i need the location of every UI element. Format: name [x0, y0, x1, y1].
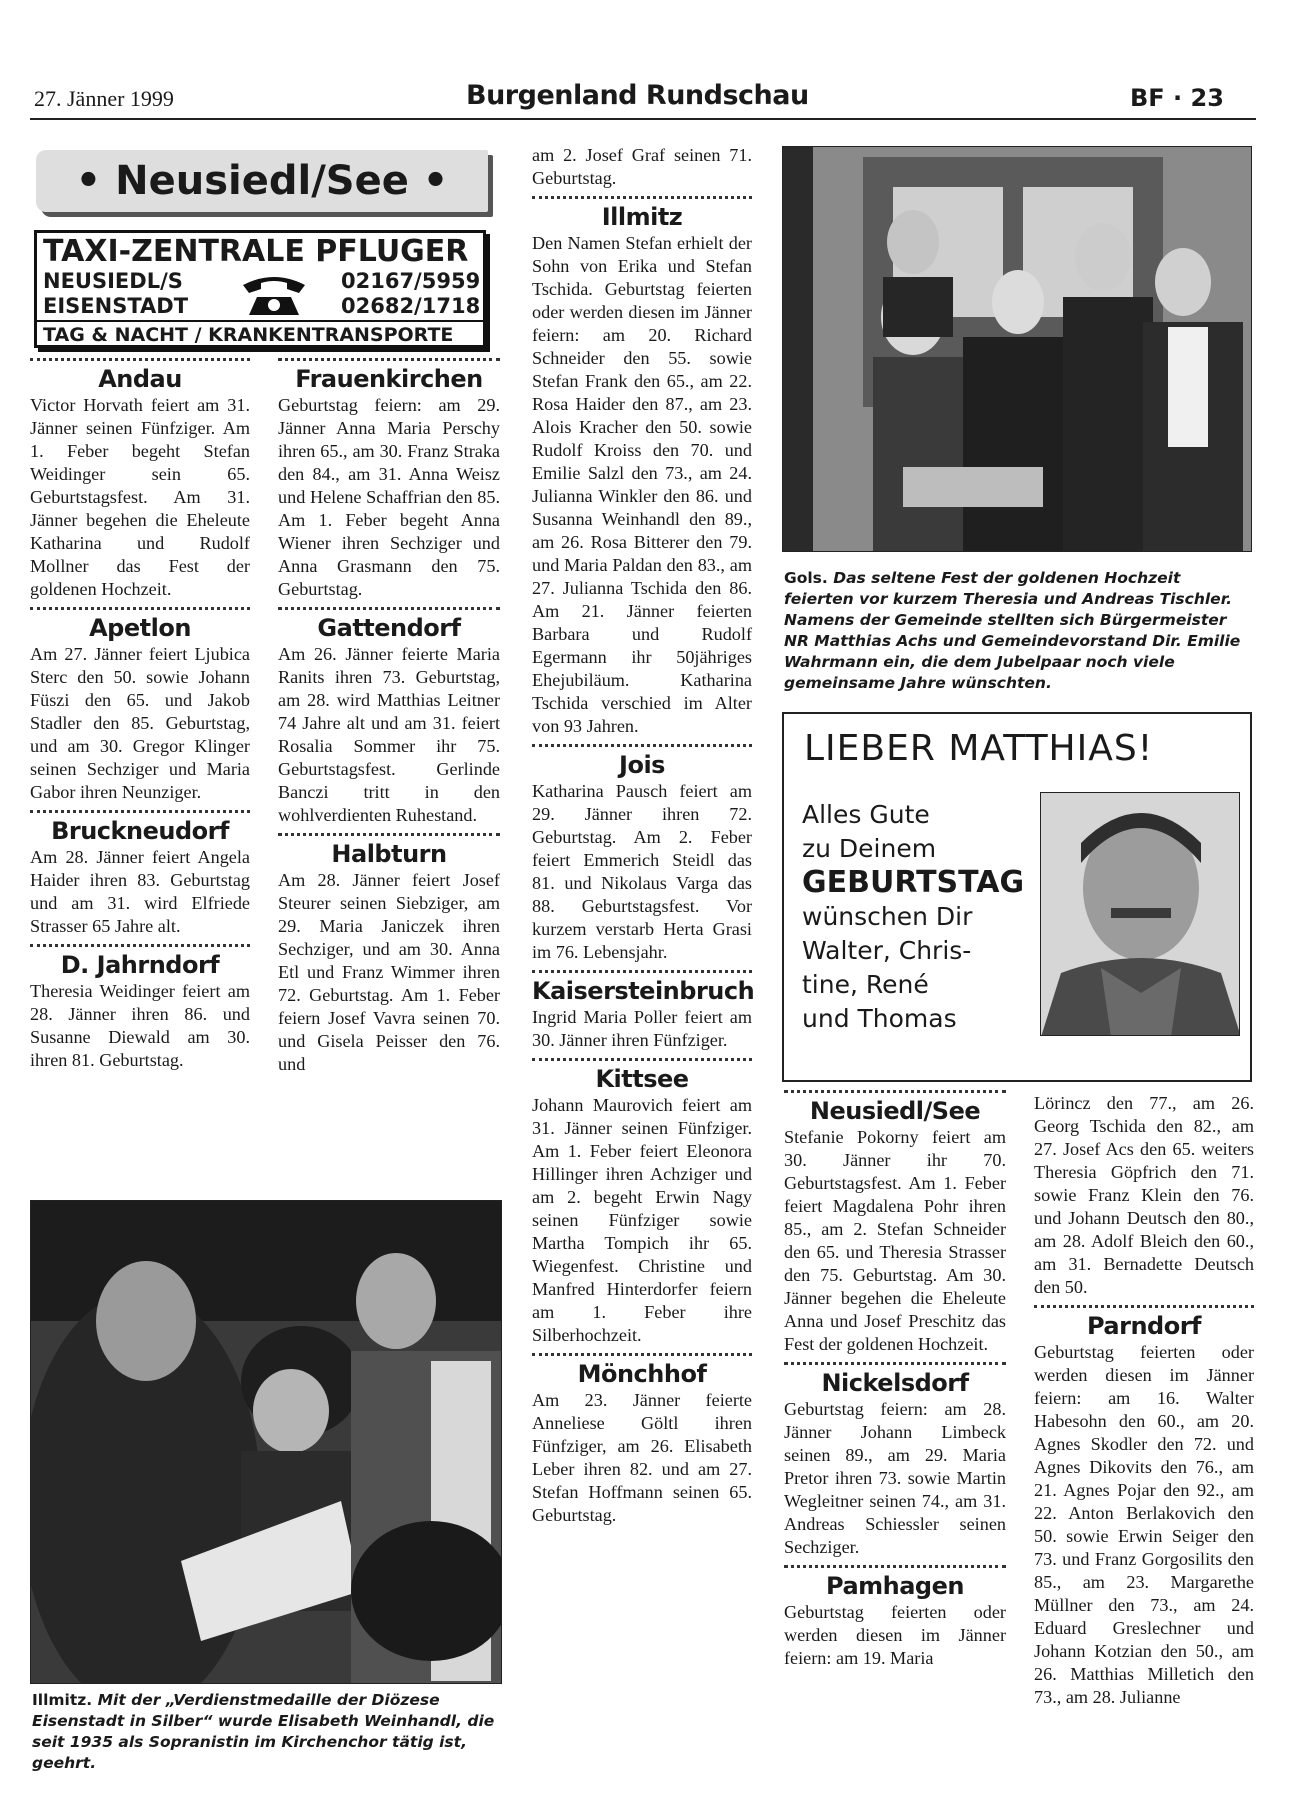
caption-place-gols: Gols. [784, 569, 828, 587]
birthday-greeting-box [782, 712, 1252, 1082]
divider [30, 358, 250, 362]
section-title-nickelsdorf: Nickelsdorf [821, 1369, 969, 1397]
newspaper-title: Burgenland Rundschau [466, 80, 809, 111]
divider [278, 607, 500, 611]
section-title-halbturn: Halbturn [331, 840, 447, 868]
column-3-intro: am 2. Josef Graf seinen 71. Geburtstag. [532, 145, 752, 188]
section-title-illmitz: Illmitz [601, 203, 683, 231]
section-text-d-jahrndorf: Theresia Weidinger feiert am 28. Jänner ihren 86. und Susanne Diewald am 30. ihren 81. Geburtstag. [30, 981, 250, 1070]
telephone-icon [239, 271, 309, 317]
page-number: BF · 23 [1130, 84, 1224, 112]
divider [532, 1353, 752, 1357]
taxi-company-name: TAXI-ZENTRALE PFLUGER [43, 234, 469, 269]
divider [784, 1362, 1006, 1366]
birthday-line-6: tine, René [802, 970, 929, 999]
section-text-andau: Victor Horvath feiert am 31. Jänner seinen Fünfziger. Am 1. Feber begeht Stefan Weidinger sein 65. Geburtstagsfest. Am 31. Jänner begehen die Eheleute Katharina und Rudolf Mollner das Fest der goldenen Hochzeit. [30, 395, 250, 599]
divider [30, 607, 250, 611]
divider [532, 196, 752, 200]
caption-place-illmitz: Illmitz. [32, 1691, 93, 1709]
column-5-intro: Lörincz den 77., am 26. Georg Tschida den 82., am 27. Josef Acs den 65. weiters Theresia Göpfrich den 71. sowie Franz Klein den 76. und Johann Deutsch den 80., am 28. Adolf Bleich den 60., am 31. Bernadette Deutsch den 50. [1034, 1093, 1254, 1297]
region-banner-title: • Neusiedl/See • [75, 158, 449, 204]
column-5 [1034, 1092, 1254, 1709]
section-text-parndorf: Geburtstag feierten oder werden diesen im Jänner feiern: am 16. Walter Habesohn den 60., am 20. Agnes Skodler den 72. und Agnes Dikovits den 76., am 21. Agnes Pojar den 92., am 22. Anton Berlakovich den 50. sowie Erwin Seiger den 73. und Franz Gorgosilits den 85., am 23. Margarethe Müllner den 73., am 24. Eduard Greslechner und Johann Kotzian den 50., am 26. Matthias Milletich den 73., am 28. Julianne [1034, 1342, 1254, 1707]
caption-text-gols: Das seltene Fest der goldenen Hochzeit feierten vor kurzem Theresia und Andreas Tischler. Namens der Gemeinde stellten sich Bürgermeister NR Matthias Achs und Gemeindevorstand Dir. Emilie Wahrmann ein, die dem Jubelpaar noch viele gemeinsame Jahre wünschten. [784, 569, 1241, 692]
section-text-neusiedl: Stefanie Pokorny feiert am 30. Jänner ihr 70. Geburtstagsfest. Am 1. Feber feiert Magdalena Pohr ihren 85., am 2. Stefan Schneider den 65. und Theresia Strasser den 75. Geburtstag. Am 30. Jänner begehen die Eheleute Anna und Josef Preschitz das Fest der goldenen Hochzeit. [784, 1127, 1006, 1354]
section-title-moenchhof: Mönchhof [577, 1360, 707, 1388]
section-title-apetlon: Apetlon [89, 614, 191, 642]
birthday-line-5: Walter, Chris- [802, 936, 972, 965]
region-banner [36, 150, 488, 212]
taxi-tagline: TAG & NACHT / KRANKENTRANSPORTE [43, 324, 454, 346]
divider [532, 1058, 752, 1062]
section-title-d-jahrndorf: D. Jahrndorf [60, 951, 220, 979]
section-text-apetlon: Am 27. Jänner feiert Ljubica Sterc den 50. sowie Johann Füszi den 65. und Jakob Stadler den 85. Geburtstag, und am 30. Gregor Klinger seinen Sechziger und Maria Gabor ihren Neunziger. [30, 644, 250, 802]
taxi-advertisement [34, 230, 486, 348]
divider [1034, 1305, 1254, 1309]
birthday-heading: LIEBER MATTHIAS! [804, 728, 1154, 769]
section-text-frauenkirchen: Geburtstag feiern: am 29. Jänner Anna Maria Perschy ihren 65., am 30. Franz Straka den 84., am 31. Anna Weisz und Helene Schaffrian den 85. Am 1. Feber begeht Anna Wiener ihren Sechziger und Anna Grasmann den 75. Geburtstag. [278, 395, 500, 599]
birthday-message [802, 798, 1032, 1036]
birthday-line-4: wünschen Dir [802, 902, 973, 931]
section-text-bruckneudorf: Am 28. Jänner feiert Angela Haider ihren 83. Geburtstag und am 31. wird Elfriede Strasser 65 Jahre alt. [30, 847, 250, 936]
section-text-kaisersteinbruch: Ingrid Maria Poller feiert am 30. Jänner ihren Fünfziger. [532, 1007, 752, 1050]
section-title-andau: Andau [98, 365, 182, 393]
section-text-illmitz: Den Namen Stefan erhielt der Sohn von Erika und Stefan Tschida. Geburtstag feierten oder werden diesen im Jänner feiern: am 20. Richard Schneider den 55. sowie Stefan Frank den 65., am 22. Rosa Haider den 87., am 23. Alois Kracher den 50. sowie Rudolf Kroiss den 70. und Emilie Salzl den 73., am 24. Julianna Winkler den 86. und Susanna Weinhandl den 89., am 26. Rosa Bitterer den 79. und Maria Paldan den 83., am 27. Julianna Tschida den 86. Am 21. Jänner feierten Barbara und Rudolf Egermann ihr 50jähriges Ehejubiläum. Katharina Tschida verschied im Alter von 93 Jahren. [532, 233, 752, 736]
section-text-gattendorf: Am 26. Jänner feierte Maria Ranits ihren 73. Geburtstag, am 28. wird Matthias Leitner 74 Jahre alt und am 31. feiert Rosalia Sommer ihr 75. Geburtstagsfest. Gerlinde Banczi tritt in den wohlverdienten Ruhestand. [278, 644, 500, 825]
column-1 [30, 358, 250, 1072]
divider [278, 833, 500, 837]
section-text-pamhagen: Geburtstag feierten oder werden diesen im Jänner feiern: am 19. Maria [784, 1602, 1006, 1668]
section-title-bruckneudorf: Bruckneudorf [51, 817, 229, 845]
section-title-pamhagen: Pamhagen [826, 1572, 964, 1600]
caption-text-illmitz: Mit der „Verdienstmedaille der Diözese Eisenstadt in Silber“ wurde Elisabeth Weinhandl, die seit 1935 als Sopranistin im Kirchenchor tätig ist, geehrt. [32, 1691, 495, 1772]
section-text-kittsee: Johann Maurovich feiert am 31. Jänner seinen Fünfziger. Am 1. Feber feiert Eleonora Hillinger ihren Achziger und am 2. begeht Erwin Nagy seinen Fünfziger sowie Martha Tompich ihr 65. Wiegenfest. Christine und Manfred Hinterdorfer feiern am 1. Feber ihre Silberhochzeit. [532, 1095, 752, 1345]
photo-gols-anniversary [782, 146, 1252, 552]
section-title-neusiedl: Neusiedl/See [809, 1097, 981, 1125]
divider [30, 944, 250, 948]
birthday-line-1: Alles Gute [802, 800, 930, 829]
divider [30, 810, 250, 814]
portrait-photo [1040, 792, 1240, 1036]
header-rule [30, 118, 1256, 120]
section-title-kaisersteinbruch: Kaisersteinbruch [532, 977, 755, 1005]
section-title-frauenkirchen: Frauenkirchen [295, 365, 483, 393]
section-title-parndorf: Parndorf [1086, 1312, 1201, 1340]
taxi-phone-neusiedl: 02167/5959 [341, 269, 481, 293]
caption-illmitz [32, 1690, 504, 1774]
issue-date: 27. Jänner 1999 [34, 86, 174, 111]
birthday-line-3: GEBURTSTAG [802, 865, 1025, 900]
birthday-line-2: zu Deinem [802, 834, 937, 863]
section-title-kittsee: Kittsee [595, 1065, 689, 1093]
column-4 [784, 1090, 1006, 1670]
section-text-moenchhof: Am 23. Jänner feierte Anneliese Göltl ihren Fünfziger, am 26. Elisabeth Leber ihren 82. und am 27. Stefan Hoffmann seinen 65. Geburtstag. [532, 1390, 752, 1525]
taxi-phone-eisenstadt: 02682/1718 [341, 294, 481, 318]
divider [784, 1565, 1006, 1569]
divider [278, 358, 500, 362]
section-title-jois: Jois [619, 751, 665, 779]
caption-gols [784, 568, 1254, 694]
column-3 [532, 144, 755, 1527]
divider [532, 970, 752, 974]
taxi-place-neusiedl: NEUSIEDL/S [43, 269, 183, 293]
photo-illmitz-ceremony [30, 1200, 502, 1684]
divider [532, 744, 752, 748]
section-text-jois: Katharina Pausch feiert am 29. Jänner ihren 72. Geburtstag. Am 2. Feber feiert Emmerich Steidl das 81. und Nikolaus Varga das 88. Geburtstagsfest. Vor kurzem verstarb Herta Grasi im 76. Lebensjahr. [532, 781, 752, 962]
photo-illmitz-image [31, 1201, 502, 1684]
section-text-halbturn: Am 28. Jänner feiert Josef Steurer seinen Siebziger, am 29. Maria Janiczek ihren Sechziger, und am 30. Anna Etl und Franz Wimmer ihren 72. Geburtstag. Am 1. Feber feiern Josef Vavra seinen 70. und Gisela Peisser den 76. und [278, 870, 500, 1074]
section-text-nickelsdorf: Geburtstag feiern: am 28. Jänner Johann Limbeck seinen 89., am 29. Maria Pretor ihren 73. sowie Martin Wegleitner seinen 74., am 31. Andreas Schiessler seinen Sechziger. [784, 1399, 1006, 1557]
taxi-place-eisenstadt: EISENSTADT [43, 294, 189, 318]
section-title-gattendorf: Gattendorf [317, 614, 461, 642]
divider [784, 1090, 1006, 1094]
portrait-image [1041, 793, 1240, 1036]
photo-gols-image [783, 147, 1252, 552]
column-2 [278, 358, 500, 1076]
birthday-line-7: und Thomas [802, 1004, 957, 1033]
